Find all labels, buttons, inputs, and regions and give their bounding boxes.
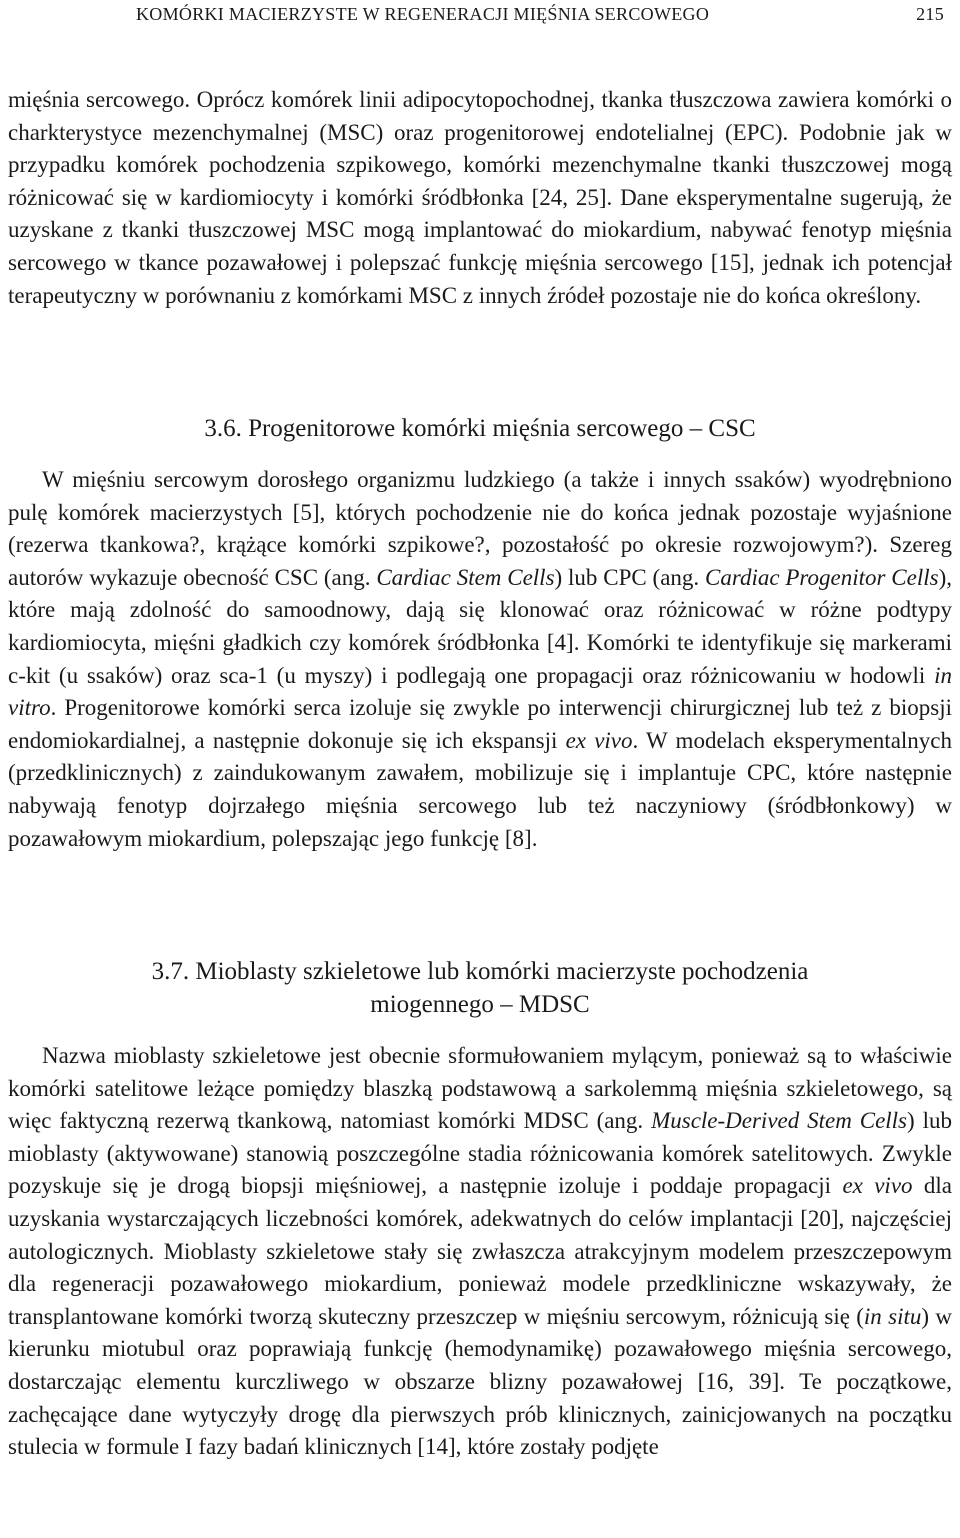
text-run: ), które mają zdolność do samoodnowy, dają się klonować oraz różnicować w różne podtypy kardiomiocyta, mięśni gładkich czy komórek śródbłonka [4]. Komórki te identyfikuje się markerami c-kit (u ssaków) oraz sca-1 (u myszy) i podlegają one propagacji oraz różnicowaniu w hodowli <box>8 564 953 688</box>
italic-term: in vitro <box>8 662 952 721</box>
italic-term: ex vivo <box>565 727 633 753</box>
text-run: ) lub CPC (ang. <box>554 564 706 590</box>
italic-term: Cardiac Stem Cells <box>376 564 555 590</box>
text-run: ) w kierunku miotubul oraz poprawiają funkcję (hemodynamikę) pozawałowego mięśnia sercowego, dostarczając elementu kurczliwego w obszarze blizny pozawałowej [16, 39]. Te początkowe, zachęcające dane wytyczyły drogę dla pierwszych prób klinicznych, zainicjowanych na początku stulecia w formule I fazy badań klinicznych [14], które zostały podjęte <box>8 1303 952 1460</box>
text-run: dla uzyskania wystarczających liczebności komórek, adekwatnych do celów implantacji [20], najczęściej autologicznych. Mioblasty szkieletowe stały się zwłaszcza atrakcyjnym modelem przeszczepowym dla regeneracji pozawałowego miokardium, ponieważ modele przedkliniczne wskazywały, że transplantowane komórki tworzą skuteczny przeszczep w mięśniu sercowym, różnicują się ( <box>8 1173 952 1329</box>
italic-term: in situ <box>863 1303 922 1329</box>
running-header <box>0 4 960 30</box>
paragraph-1 <box>8 84 952 312</box>
text-run: W mięśniu sercowym dorosłego organizmu ludzkiego (a także i innych ssaków) wyodrębniono pulę komórek macierzystych [5], których pochodzenie nie do końca jednak pozostaje wyjaśnione (rezerwa tkankowa?, krążące komórki szpikowe?, pozostałość po okresie rozwojowym?). Szereg autorów wykazuje obecność CSC (ang. <box>8 467 952 590</box>
section-heading-3-6: 3.6. Progenitorowe komórki mięśnia sercowego – CSC <box>204 415 756 442</box>
running-title: KOMÓRKI MACIERZYSTE W REGENERACJI MIĘŚNIA SERCOWEGO <box>136 4 710 24</box>
paragraph-3 <box>8 1040 952 1464</box>
text-run: mięśnia sercowego. Oprócz komórek linii adipocytopochodnej, tkanka tłuszczowa zawiera komórki o charkterystyce mezenchymalnej (MSC) oraz progenitorowej endotelialnej (EPC). Podobnie jak w przypadku komórek pochodzenia szpikowego, komórki mezenchymalne tkanki tłuszczowej mogą różnicować się w kardiomiocyty i komórki śródbłonka [24, 25]. Dane eksperymentalne sugerują, że uzyskane z tkanki tłuszczowej MSC mogą implantować do miokardium, nabywać fenotyp mięśnia sercowego w tkance pozawałowej i polepszać funkcję mięśnia sercowego [15], jednak ich potencjał terapeutyczny w porównaniu z komórkami MSC z innych źródeł pozostaje nie do końca określony. <box>8 87 952 308</box>
italic-term: ex vivo <box>842 1173 913 1199</box>
section-heading-3-7-line-1: 3.7. Mioblasty szkieletowe lub komórki macierzyste pochodzenia <box>151 958 809 985</box>
text-run: Nazwa mioblasty szkieletowe jest obecnie sformułowaniem mylącym, ponieważ są to właściwie komórki satelitowe leżące pomiędzy blaszką podstawową a sarkolemmą mięśnia szkieletowego, są więc faktyczną rezerwą tkankową, natomiast komórki MDSC (ang. <box>8 1043 952 1134</box>
italic-term: Cardiac Progenitor Cells <box>705 564 939 590</box>
paragraph-2 <box>8 464 952 855</box>
body-text-block-1 <box>8 84 952 312</box>
page-number: 215 <box>916 4 944 24</box>
section-heading-3-7 <box>0 955 960 1021</box>
section-heading-3-7-line-2: miogennego – MDSC <box>370 991 590 1018</box>
text-run: ) lub mioblasty (aktywowane) stanowią poszczególne stadia różnicowania komórek satelitowych. Zwykle pozyskuje się je drogą biopsji mięśniowej, a następnie izoluje i poddaje propagacji <box>8 1108 952 1199</box>
body-text-block-3 <box>8 1040 952 1464</box>
italic-term: Muscle-Derived Stem Cells <box>651 1108 908 1134</box>
text-run: . Progenitorowe komórki serca izoluje się zwykle po interwencji chirurgicznej lub też z biopsji endomiokardialnej, a następnie dokonuje się ich ekspansji <box>8 695 952 753</box>
text-run: . W modelach eksperymentalnych (przedklinicznych) z zaindukowanym zawałem, mobilizuje się i implantuje CPC, które następnie nabywają fenotyp dojrzałego mięśnia sercowego lub też naczyniowy (śródbłonkowy) w pozawałowym miokardium, polepszając jego funkcję [8]. <box>8 727 952 851</box>
body-text-block-2 <box>8 464 952 855</box>
